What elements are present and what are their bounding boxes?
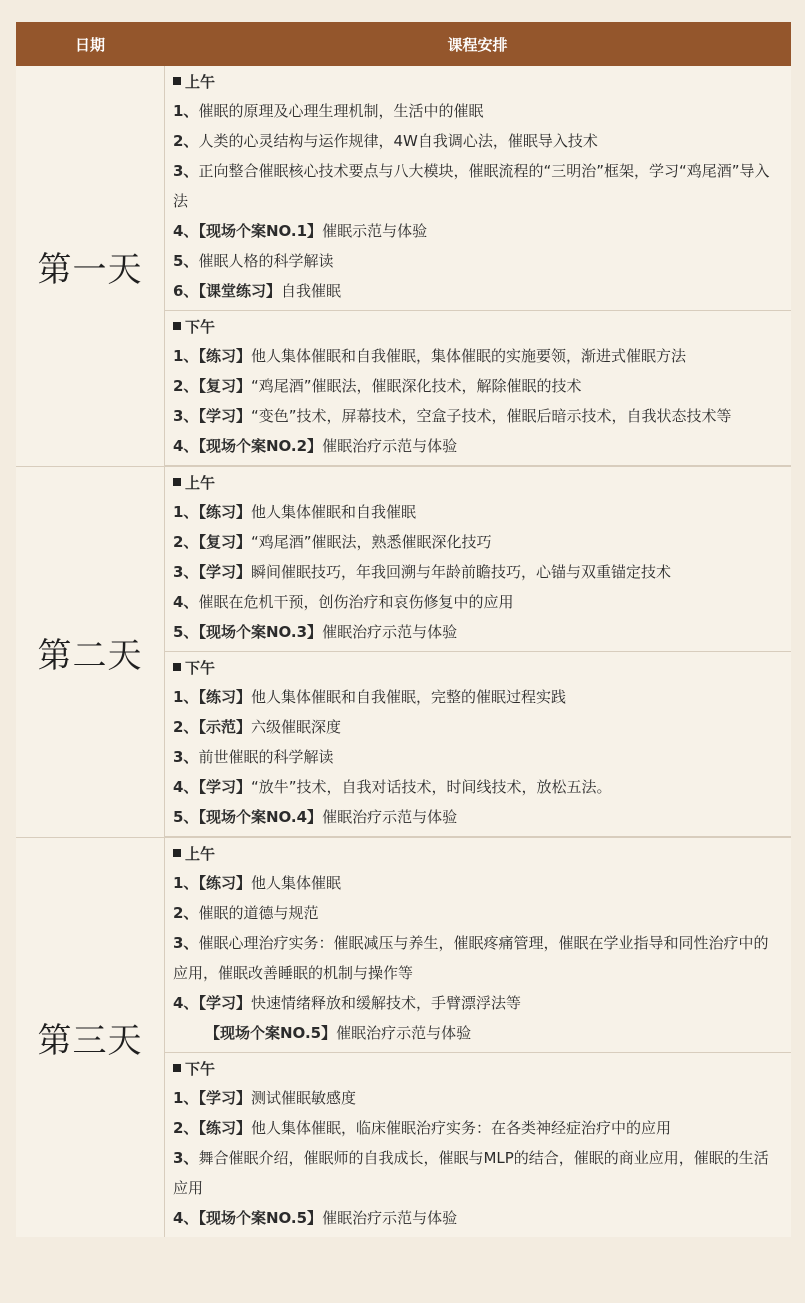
day-body (164, 66, 791, 466)
schedule-item (165, 371, 791, 401)
item-tag: 【学习】 (198, 563, 251, 581)
item-number: 2、 (173, 718, 199, 736)
session-title (165, 1055, 791, 1083)
schedule-item (165, 742, 791, 772)
item-tag: 【示范】 (198, 718, 251, 736)
item-text: 他人集体催眠 (250, 874, 341, 892)
session-title (165, 469, 791, 497)
session-block (165, 311, 791, 466)
item-tag: 【学习】 (198, 778, 251, 796)
session-title (165, 68, 791, 96)
item-tag: 【现场个案NO.5】 (205, 1024, 337, 1042)
item-text: “鸡尾酒”催眠法，熟悉催眠深化技巧 (250, 533, 492, 551)
session-block (165, 838, 791, 1053)
item-text: “变色”技术，屏幕技术，空盒子技术，催眠后暗示技术，自我状态技术等 (250, 407, 732, 425)
item-text: 催眠心理治疗实务：催眠减压与养生，催眠疼痛管理，催眠在学业指导和同性治疗中的应用，催眠改善睡眠的机制与操作等 (173, 934, 769, 982)
schedule-item (165, 617, 791, 647)
schedule-item (165, 216, 791, 246)
session-title-text: 下午 (185, 1060, 216, 1078)
item-text: 催眠治疗示范与体验 (322, 623, 458, 641)
item-number: 1、 (173, 874, 199, 892)
item-text: 六级催眠深度 (250, 718, 341, 736)
item-text: 催眠在危机干预，创伤治疗和哀伤修复中的应用 (198, 593, 514, 611)
day-row (16, 467, 791, 838)
schedule-item (165, 928, 791, 988)
schedule-item (165, 96, 791, 126)
item-number: 1、 (173, 503, 199, 521)
session-block (165, 467, 791, 652)
session-title-text: 上午 (185, 474, 216, 492)
schedule-item (165, 341, 791, 371)
item-number: 3、 (173, 162, 199, 180)
square-bullet-icon (173, 322, 181, 330)
item-text: 催眠治疗示范与体验 (322, 808, 458, 826)
schedule-item (165, 712, 791, 742)
session-title-text: 上午 (185, 73, 216, 91)
session-title-text: 下午 (185, 659, 216, 677)
day-label: 第一天 (37, 249, 143, 290)
session-title (165, 313, 791, 341)
header-schedule: 课程安排 (447, 35, 508, 54)
item-text: 他人集体催眠和自我催眠，完整的催眠过程实践 (250, 688, 566, 706)
item-text: 催眠治疗示范与体验 (322, 437, 458, 455)
item-text: “放牛”技术，自我对话技术，时间线技术，放松五法。 (250, 778, 612, 796)
schedule-table (16, 22, 791, 1237)
item-text: 瞬间催眠技巧，年我回溯与年龄前瞻技巧，心锚与双重锚定技术 (250, 563, 671, 581)
table-header (16, 22, 791, 66)
item-text: 催眠治疗示范与体验 (336, 1024, 472, 1042)
schedule-item (165, 802, 791, 832)
item-tag: 【现场个案NO.4】 (198, 808, 323, 826)
item-text: 他人集体催眠，临床催眠治疗实务：在各类神经症治疗中的应用 (250, 1119, 671, 1137)
item-text: 快速情绪释放和缓解技术，手臂漂浮法等 (250, 994, 521, 1012)
item-number: 4、 (173, 593, 199, 611)
item-tag: 【学习】 (198, 407, 251, 425)
session-block (165, 66, 791, 311)
item-number: 4、 (173, 1209, 199, 1227)
day-label: 第二天 (37, 635, 143, 676)
schedule-item (165, 772, 791, 802)
schedule-item (165, 1018, 791, 1048)
square-bullet-icon (173, 77, 181, 85)
square-bullet-icon (173, 849, 181, 857)
item-tag: 【复习】 (198, 533, 251, 551)
schedule-item (165, 587, 791, 617)
schedule-item (165, 1143, 791, 1203)
schedule-item (165, 898, 791, 928)
item-number: 5、 (173, 623, 199, 641)
item-number: 4、 (173, 437, 199, 455)
item-text: “鸡尾酒”催眠法，催眠深化技术，解除催眠的技术 (250, 377, 582, 395)
item-text: 催眠治疗示范与体验 (322, 1209, 458, 1227)
item-number: 5、 (173, 808, 199, 826)
item-number: 3、 (173, 1149, 199, 1167)
item-number: 6、 (173, 282, 199, 300)
square-bullet-icon (173, 663, 181, 671)
session-title-text: 上午 (185, 845, 216, 863)
item-text: 前世催眠的科学解读 (198, 748, 334, 766)
item-number: 2、 (173, 904, 199, 922)
schedule-item (165, 246, 791, 276)
item-text: 人类的心灵结构与运作规律，4W自我调心法，催眠导入技术 (198, 132, 598, 150)
square-bullet-icon (173, 478, 181, 486)
item-number: 2、 (173, 533, 199, 551)
item-number: 3、 (173, 748, 199, 766)
item-number: 3、 (173, 563, 199, 581)
item-text: 自我催眠 (280, 282, 341, 300)
schedule-item (165, 1083, 791, 1113)
header-date: 日期 (74, 35, 105, 54)
session-title (165, 654, 791, 682)
session-title (165, 840, 791, 868)
day-row (16, 66, 791, 467)
item-text: 催眠的原理及心理生理机制，生活中的催眠 (198, 102, 484, 120)
item-number: 2、 (173, 1119, 199, 1137)
item-tag: 【练习】 (198, 688, 251, 706)
item-number: 1、 (173, 1089, 199, 1107)
item-text: 催眠人格的科学解读 (198, 252, 334, 270)
item-tag: 【练习】 (198, 1119, 251, 1137)
schedule-item (165, 431, 791, 461)
item-text: 他人集体催眠和自我催眠，集体催眠的实施要领，渐进式催眠方法 (250, 347, 686, 365)
item-tag: 【练习】 (198, 874, 251, 892)
schedule-item (165, 401, 791, 431)
item-number: 4、 (173, 222, 199, 240)
square-bullet-icon (173, 1064, 181, 1072)
item-tag: 【现场个案NO.1】 (198, 222, 323, 240)
item-text: 催眠的道德与规范 (198, 904, 319, 922)
item-number: 3、 (173, 934, 199, 952)
item-number: 4、 (173, 778, 199, 796)
schedule-item (165, 682, 791, 712)
schedule-item (165, 497, 791, 527)
item-text: 舞合催眠介绍，催眠师的自我成长，催眠与MLP的结合，催眠的商业应用，催眠的生活应用 (173, 1149, 769, 1197)
item-text: 正向整合催眠核心技术要点与八大模块，催眠流程的“三明治”框架，学习“鸡尾酒”导入法 (173, 162, 770, 210)
item-text: 催眠示范与体验 (322, 222, 428, 240)
schedule-item (165, 126, 791, 156)
days-container (16, 66, 791, 1237)
item-number: 5、 (173, 252, 199, 270)
item-number: 3、 (173, 407, 199, 425)
day-body (164, 467, 791, 837)
schedule-item (165, 868, 791, 898)
day-label: 第三天 (37, 1021, 143, 1061)
schedule-item (165, 156, 791, 216)
item-tag: 【复习】 (198, 377, 251, 395)
item-tag: 【现场个案NO.3】 (198, 623, 323, 641)
schedule-item (165, 1113, 791, 1143)
item-tag: 【练习】 (198, 503, 251, 521)
item-text: 他人集体催眠和自我催眠 (250, 503, 416, 521)
item-number: 2、 (173, 132, 199, 150)
session-block (165, 652, 791, 837)
day-row (16, 838, 791, 1237)
schedule-item (165, 557, 791, 587)
schedule-item (165, 276, 791, 306)
item-number: 1、 (173, 102, 199, 120)
schedule-item (165, 1203, 791, 1233)
schedule-item (165, 527, 791, 557)
item-tag: 【学习】 (198, 1089, 251, 1107)
item-number: 2、 (173, 377, 199, 395)
item-text: 测试催眠敏感度 (250, 1089, 356, 1107)
session-title-text: 下午 (185, 318, 216, 336)
item-tag: 【现场个案NO.5】 (198, 1209, 323, 1227)
item-tag: 【练习】 (198, 347, 251, 365)
item-number: 1、 (173, 688, 199, 706)
day-body (164, 838, 791, 1237)
item-number: 1、 (173, 347, 199, 365)
item-tag: 【学习】 (198, 994, 251, 1012)
item-number: 4、 (173, 994, 199, 1012)
item-tag: 【课堂练习】 (198, 282, 281, 300)
item-tag: 【现场个案NO.2】 (198, 437, 323, 455)
schedule-item (165, 988, 791, 1018)
session-block (165, 1053, 791, 1237)
